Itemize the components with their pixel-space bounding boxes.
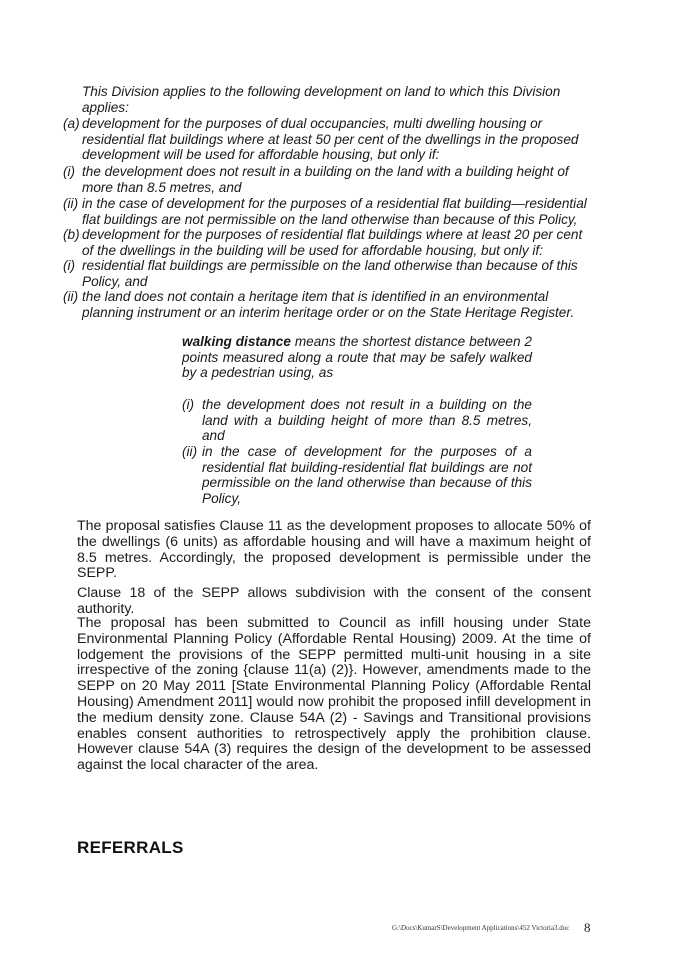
list-marker: (i) — [63, 258, 76, 273]
list-item-text: in the case of development for the purposes of a residential flat building-residential flat buildings are not permissible on the land otherwise than because of this Policy, — [202, 444, 532, 506]
policy-item-a — [63, 116, 583, 163]
list-marker: (ii) — [182, 444, 198, 459]
list-item-text: in the case of development for the purposes of a residential flat building—residential flat buildings are not permissible on the land otherwise than because of this Policy, — [82, 196, 587, 227]
list-item-text: residential flat buildings are permissible on the land otherwise than because of this Policy, and — [82, 258, 578, 289]
list-item-text: development for the purposes of dual occupancies, multi dwelling housing or residential flat buildings where at least 50 per cent of the dwellings in the proposed development will be used for affordable housing, but only if: — [82, 116, 579, 163]
paragraph-clause-11: The proposal satisfies Clause 11 as the development proposes to allocate 50% of the dwellings (6 units) as affordable housing and will have a maximum height of 8.5 metres. Accordingly, the proposed development is permissible under the SEPP. — [77, 518, 591, 582]
section-heading: REFERRALS — [77, 838, 184, 857]
policy-item-b-ii — [63, 289, 583, 320]
list-marker: (ii) — [63, 289, 79, 304]
list-item-text: the development does not result in a building on the land with a building height of more than 8.5 metres, and — [82, 164, 569, 195]
walking-distance-item-ii — [182, 444, 532, 506]
policy-intro: This Division applies to the following development on land to which this Division applies: — [82, 84, 561, 115]
footer-file-path: G:\Docs\KumarS\Development Applications\452 Victoria3.doc — [392, 924, 570, 932]
list-item-text: development for the purposes of residential flat buildings where at least 20 per cent of the dwellings in the building will be used for affordable housing, but only if: — [82, 227, 583, 258]
list-marker: (b) — [63, 227, 80, 242]
list-marker: (i) — [182, 397, 195, 412]
list-marker: (a) — [63, 116, 80, 131]
definition-term: walking distance — [182, 334, 291, 349]
list-marker: (i) — [63, 164, 76, 179]
policy-item-a-ii — [63, 196, 590, 227]
paragraph-clause-18: Clause 18 of the SEPP allows subdivision with the consent of the consent authority. — [77, 585, 591, 617]
list-marker: (ii) — [63, 196, 79, 211]
list-item-text: the development does not result in a building on the land with a building height of more than 8.5 metres, and — [202, 397, 532, 444]
policy-item-a-i — [63, 164, 583, 195]
page-number: 8 — [584, 920, 591, 935]
definition-text: means the shortest distance between 2 points measured along a route that may be safely walked by a pedestrian using, as — [182, 334, 532, 381]
paragraph-infill-housing: The proposal has been submitted to Council as infill housing under State Environmental Planning Policy (Affordable Rental Housing) 2009. At the time of lodgement the provisions of the SEPP permitted multi-unit housing in a site irrespective of the zoning {clause 11(a) (2)}. However, amendments made to the SEPP on 20 May 2011 [State Environmental Planning Policy (Affordable Rental Housing) Amendment 2011] would now prohibit the proposed infill development in the medium density zone. Clause 54A (2) - Savings and Transitional provisions enables consent authorities to retrospectively apply the prohibition clause. However clause 54A (3) requires the design of the development to be assessed against the local character of the area. — [77, 615, 591, 774]
policy-item-b-i — [63, 258, 583, 289]
walking-distance-definition — [182, 334, 532, 381]
policy-item-b — [63, 227, 590, 258]
walking-distance-item-i — [182, 397, 532, 444]
list-item-text: the land does not contain a heritage item that is identified in an environmental planning instrument or an interim heritage order or on the State Heritage Register. — [82, 289, 575, 320]
